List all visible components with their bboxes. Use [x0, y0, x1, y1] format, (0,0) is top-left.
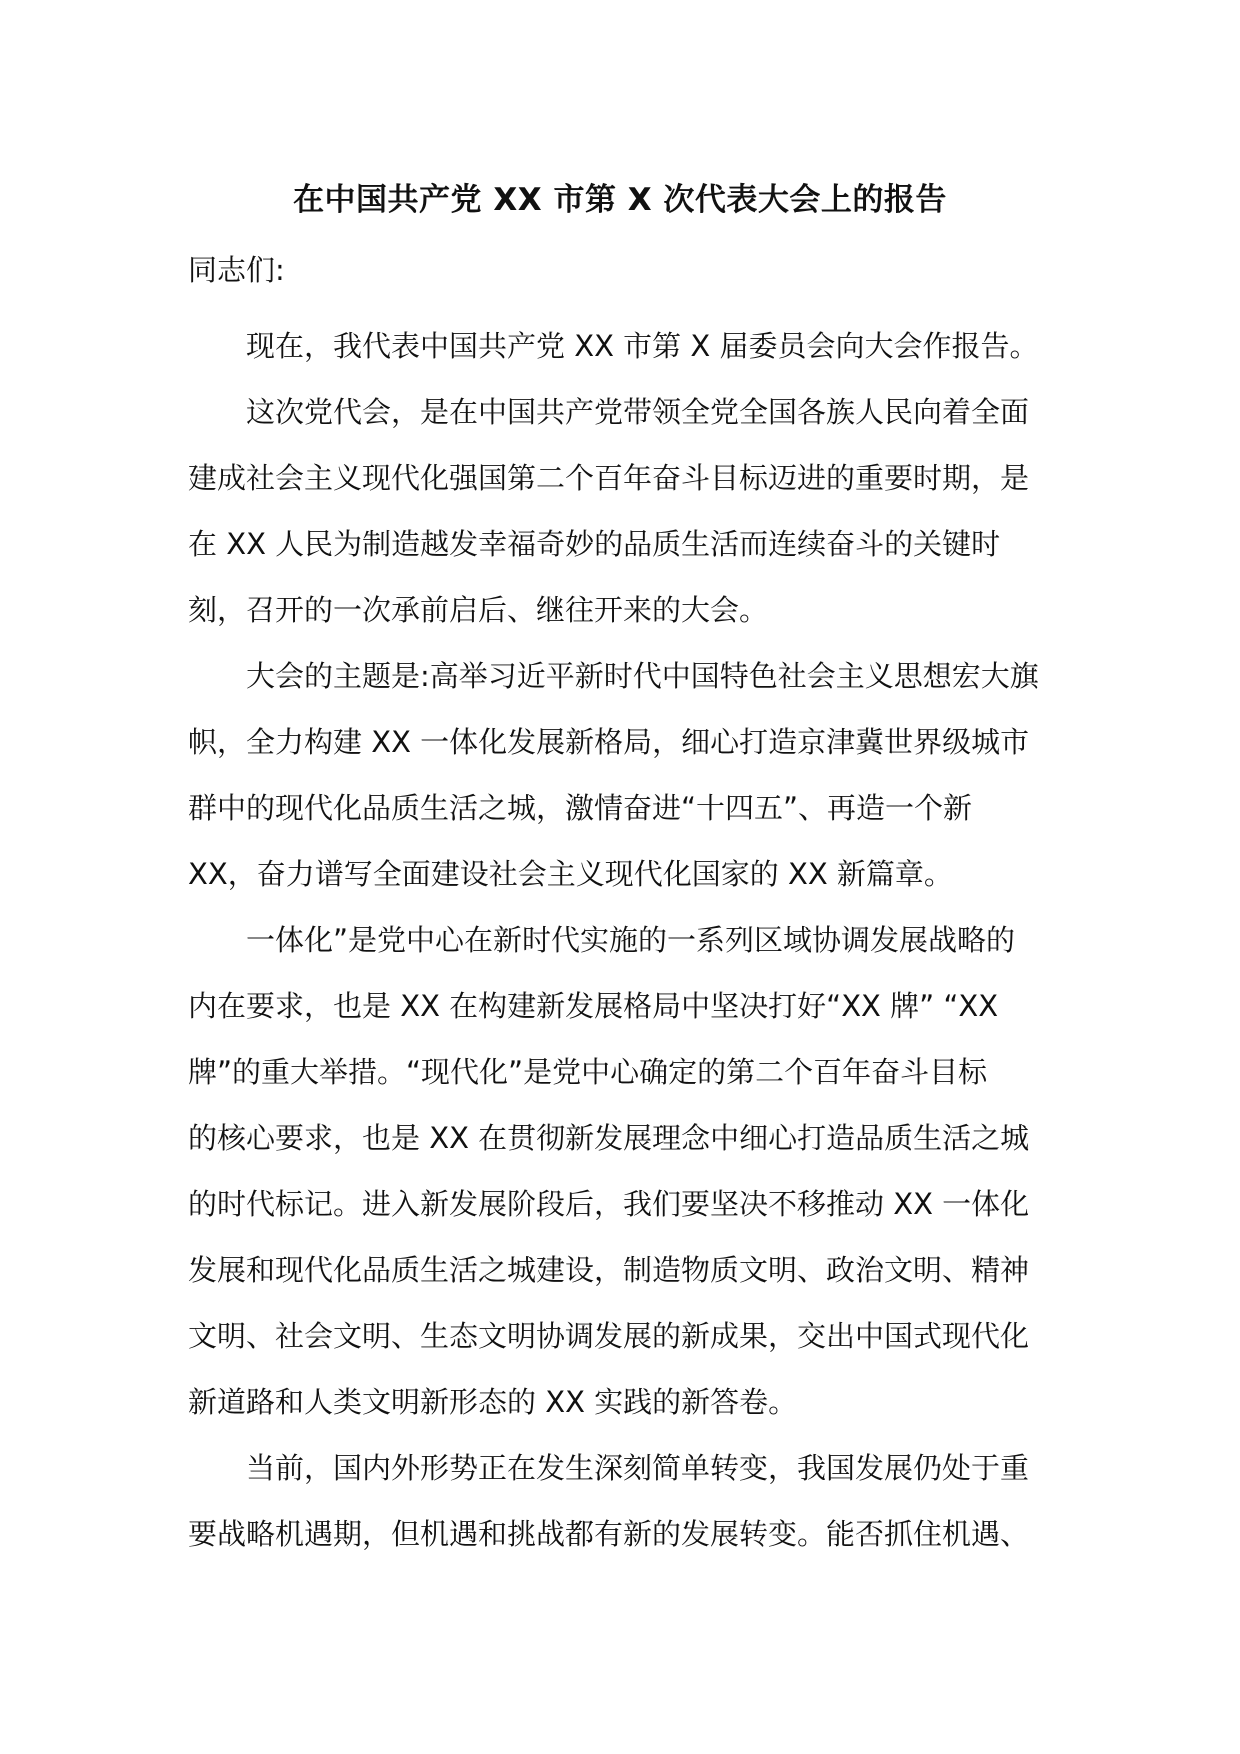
- paragraph-line: 一体化”是党中心在新时代实施的一系列区域协调发展战略的: [246, 923, 1016, 957]
- paragraph-line: 大会的主题是:高举习近平新时代中国特色社会主义思想宏大旗: [246, 659, 1039, 693]
- paragraph-5: [188, 1435, 1058, 1567]
- paragraph-line: 在 XX 人民为制造越发幸福奇妙的品质生活而连续奋斗的关键时: [188, 527, 1001, 561]
- paragraph-line: 建成社会主义现代化强国第二个百年奋斗目标迈进的重要时期，是: [188, 461, 1030, 495]
- paragraph-line: 刻，召开的一次承前启后、继往开来的大会。: [188, 593, 769, 627]
- document-title: 在中国共产党 XX 市第 X 次代表大会上的报告: [293, 182, 947, 218]
- paragraph-1: [188, 313, 1058, 379]
- paragraph-line: 发展和现代化品质生活之城建设，制造物质文明、政治文明、精神: [188, 1253, 1030, 1287]
- paragraph-line: 牌”的重大举措。“现代化”是党中心确定的第二个百年奋斗目标: [188, 1055, 988, 1089]
- paragraph-line: 这次党代会，是在中国共产党带领全党全国各族人民向着全面: [246, 395, 1030, 429]
- paragraph-3: [188, 643, 1058, 907]
- paragraph-line: 新道路和人类文明新形态的 XX 实践的新答卷。: [188, 1385, 798, 1419]
- paragraph-line: 的时代标记。进入新发展阶段后，我们要坚决不移推动 XX 一体化: [188, 1187, 1030, 1221]
- paragraph-line: XX，奋力谱写全面建设社会主义现代化国家的 XX 新篇章。: [188, 857, 953, 891]
- paragraph-2: [188, 379, 1058, 643]
- paragraph-line: 文明、社会文明、生态文明协调发展的新成果，交出中国式现代化: [188, 1319, 1030, 1353]
- paragraph-4: [188, 907, 1058, 1435]
- document-body: [188, 313, 1058, 1567]
- paragraph-line: 当前，国内外形势正在发生深刻简单转变，我国发展仍处于重: [246, 1451, 1030, 1485]
- paragraph-line: 帜，全力构建 XX 一体化发展新格局，细心打造京津冀世界级城市: [188, 725, 1030, 759]
- paragraph-line: 内在要求，也是 XX 在构建新发展格局中坚决打好“XX 牌” “XX: [188, 989, 999, 1023]
- paragraph-line: 群中的现代化品质生活之城，激情奋进“十四五”、再造一个新: [188, 791, 973, 825]
- paragraph-line: 要战略机遇期，但机遇和挑战都有新的发展转变。能否抓住机遇、: [188, 1517, 1030, 1551]
- paragraph-line: 现在，我代表中国共产党 XX 市第 X 届委员会向大会作报告。: [246, 329, 1039, 363]
- paragraph-line: 的核心要求，也是 XX 在贯彻新发展理念中细心打造品质生活之城: [188, 1121, 1030, 1155]
- salutation: 同志们:: [188, 253, 285, 287]
